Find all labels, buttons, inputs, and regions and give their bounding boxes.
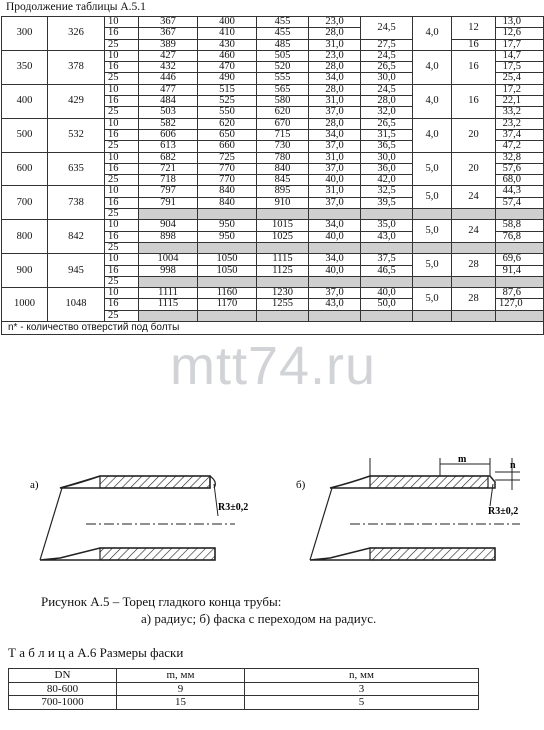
pipe-end-figure: [0, 448, 544, 588]
table-cell: 490: [198, 73, 257, 84]
table-cell: 998: [139, 265, 198, 276]
table-cell: 550: [198, 107, 257, 118]
table-cell: 69,6: [496, 254, 544, 265]
table-cell: 5,0: [413, 254, 452, 277]
table-cell: 904: [139, 220, 198, 231]
table-row: [9, 696, 479, 710]
table-cell: 33,2: [496, 107, 544, 118]
table-cell: 1025: [257, 231, 309, 242]
table-cell: 1125: [257, 265, 309, 276]
table-cell: 429: [48, 84, 105, 118]
table-cell: [139, 276, 198, 287]
table-cell: 1050: [198, 265, 257, 276]
table-cell: 20: [452, 152, 496, 186]
table-cell: 57,4: [496, 197, 544, 208]
table-cell: [452, 242, 496, 253]
table-cell: 40,0: [361, 288, 413, 299]
table-cell: 20: [452, 118, 496, 152]
table-cell: 432: [139, 62, 198, 73]
table-cell: 57,6: [496, 163, 544, 174]
table-cell: 503: [139, 107, 198, 118]
table-cell: 800: [2, 220, 48, 254]
table-cell: 16: [452, 39, 496, 50]
table-cell: 28: [452, 254, 496, 277]
table-cell: [198, 242, 257, 253]
table-cell: 25: [105, 107, 139, 118]
table-cell: 770: [198, 175, 257, 186]
table-cell: 24: [452, 220, 496, 243]
table-cell: 16: [452, 50, 496, 84]
table-cell: 367: [139, 17, 198, 28]
table-cell: 25: [105, 175, 139, 186]
figure-b-label: б): [296, 479, 306, 491]
radius-label-b: R3±0,2: [488, 506, 519, 517]
table-cell: 797: [139, 186, 198, 197]
table-cell: 12: [452, 17, 496, 40]
table-cell: 34,0: [309, 129, 361, 140]
table-cell: 580: [257, 96, 309, 107]
table-cell: 28: [452, 288, 496, 311]
table-cell: 22,1: [496, 96, 544, 107]
pipe-chamfer-drawing: [310, 454, 520, 560]
table-cell: 738: [48, 186, 105, 220]
radius-label-a: R3±0,2: [218, 502, 249, 513]
table-cell: 455: [257, 17, 309, 28]
table-row: [2, 254, 544, 265]
table-cell: 37,0: [309, 288, 361, 299]
table-cell: 35,0: [361, 220, 413, 231]
table-cell: 23,0: [309, 17, 361, 28]
table-cell: 5,0: [413, 220, 452, 243]
table-cell: 484: [139, 96, 198, 107]
table-cell: 39,5: [361, 197, 413, 208]
table-cell: 16: [452, 84, 496, 118]
table-cell: 525: [198, 96, 257, 107]
table-cell: 950: [198, 220, 257, 231]
table-cell: 515: [198, 84, 257, 95]
table-cell: 17,7: [496, 39, 544, 50]
table-cell: 532: [48, 118, 105, 152]
table-cell: 24,5: [361, 17, 413, 40]
table-cell: [452, 310, 496, 321]
table-cell: 1230: [257, 288, 309, 299]
table-cell: 1015: [257, 220, 309, 231]
table-cell: 1111: [139, 288, 198, 299]
table-cell: 715: [257, 129, 309, 140]
table-cell: 15: [117, 696, 245, 710]
table-cell: 30,0: [361, 152, 413, 163]
table-cell: 25: [105, 276, 139, 287]
table-cell: 635: [48, 152, 105, 186]
table-cell: 34,0: [309, 254, 361, 265]
table-cell: 780: [257, 152, 309, 163]
header-cell: m, мм: [117, 669, 245, 683]
table-cell: 16: [105, 28, 139, 39]
table-cell: 32,5: [361, 186, 413, 197]
table-cell: 28,0: [309, 84, 361, 95]
table-cell: 17,2: [496, 84, 544, 95]
table-cell: 25: [105, 310, 139, 321]
note-row: [2, 322, 544, 335]
table-cell: 718: [139, 175, 198, 186]
table-cell: 1255: [257, 299, 309, 310]
table-cell: 37,5: [361, 254, 413, 265]
table-cell: 37,0: [309, 107, 361, 118]
table-cell: 31,0: [309, 152, 361, 163]
table-cell: [139, 242, 198, 253]
table-cell: 80-600: [9, 682, 117, 696]
table-cell: [198, 209, 257, 220]
table-cell: 620: [257, 107, 309, 118]
table-cell: 28,0: [361, 96, 413, 107]
table-cell: 10: [105, 220, 139, 231]
table-cell: 10: [105, 17, 139, 28]
table-cell: 40,0: [309, 231, 361, 242]
table-cell: 4,0: [413, 118, 452, 152]
table-cell: 10: [105, 50, 139, 61]
table-cell: 721: [139, 163, 198, 174]
table-cell: 5: [245, 696, 479, 710]
table-cell: 910: [257, 197, 309, 208]
table-cell: 14,7: [496, 50, 544, 61]
table-cell: 455: [257, 28, 309, 39]
table-cell: [361, 276, 413, 287]
table-cell: [309, 276, 361, 287]
table-cell: 606: [139, 129, 198, 140]
table-cell: [309, 209, 361, 220]
table-cell: 37,0: [309, 141, 361, 152]
table-header-row: [9, 669, 479, 683]
table-cell: 582: [139, 118, 198, 129]
header-cell: n, мм: [245, 669, 479, 683]
table-cell: [198, 276, 257, 287]
table-cell: 32,0: [361, 107, 413, 118]
table-cell: 682: [139, 152, 198, 163]
table-cell: 4,0: [413, 17, 452, 51]
table-cell: 25,4: [496, 73, 544, 84]
table-cell: [496, 242, 544, 253]
table-cell: [452, 276, 496, 287]
table-cell: 700-1000: [9, 696, 117, 710]
table-cell: 1115: [257, 254, 309, 265]
table-cell: 87,6: [496, 288, 544, 299]
table-cell: 650: [198, 129, 257, 140]
chamfer-table: [8, 668, 479, 710]
table-cell: 477: [139, 84, 198, 95]
table-cell: 23,2: [496, 118, 544, 129]
table-cell: 44,3: [496, 186, 544, 197]
table-row: [9, 682, 479, 696]
table-cell: [309, 310, 361, 321]
figure-a-label: а): [30, 479, 39, 491]
table-cell: [309, 242, 361, 253]
pipe-radius-drawing: [40, 476, 248, 560]
table-cell: 24,5: [361, 84, 413, 95]
table-cell: 1050: [198, 254, 257, 265]
table-cell: 389: [139, 39, 198, 50]
table-cell: 34,0: [309, 220, 361, 231]
table-cell: 9: [117, 682, 245, 696]
table-cell: [413, 276, 452, 287]
table-cell: 950: [198, 231, 257, 242]
table-cell: 36,0: [361, 163, 413, 174]
table-cell: 16: [105, 129, 139, 140]
table-cell: 10: [105, 254, 139, 265]
watermark: mtt74.ru: [170, 336, 377, 396]
table-cell: 470: [198, 62, 257, 73]
table-cell: 500: [2, 118, 48, 152]
table-cell: 43,0: [309, 299, 361, 310]
table-cell: 367: [139, 28, 198, 39]
table-row: [2, 152, 544, 163]
table-cell: [413, 310, 452, 321]
table-cell: 600: [2, 152, 48, 186]
table-cell: 16: [105, 96, 139, 107]
table-cell: 620: [198, 118, 257, 129]
table-cell: 27,5: [361, 39, 413, 50]
table-cell: 1048: [48, 288, 105, 322]
table-cell: 26,5: [361, 62, 413, 73]
table-cell: 58,8: [496, 220, 544, 231]
table-cell: 700: [2, 186, 48, 220]
table-cell: 565: [257, 84, 309, 95]
table-cell: 40,0: [309, 175, 361, 186]
table-cell: 23,0: [309, 50, 361, 61]
table-caption: Продолжение таблицы А.5.1: [6, 1, 146, 13]
table-cell: 17,5: [496, 62, 544, 73]
table-cell: 26,5: [361, 118, 413, 129]
table-cell: 31,0: [309, 96, 361, 107]
table-cell: 24: [452, 186, 496, 209]
table-cell: 842: [48, 220, 105, 254]
table-cell: 350: [2, 50, 48, 84]
table-cell: 31,5: [361, 129, 413, 140]
dim-n-label: n: [510, 460, 516, 471]
table-cell: 10: [105, 152, 139, 163]
table-cell: 25: [105, 39, 139, 50]
table-cell: 1115: [139, 299, 198, 310]
table-cell: 613: [139, 141, 198, 152]
table-cell: 16: [105, 265, 139, 276]
table-cell: 400: [2, 84, 48, 118]
table-cell: 13,0: [496, 17, 544, 28]
table-cell: [139, 310, 198, 321]
table-cell: 400: [198, 17, 257, 28]
table-cell: 76,8: [496, 231, 544, 242]
table-cell: 34,0: [309, 73, 361, 84]
table-cell: 68,0: [496, 175, 544, 186]
table-cell: 10: [105, 118, 139, 129]
table-row: [2, 50, 544, 61]
table-cell: 16: [105, 163, 139, 174]
table-cell: [198, 310, 257, 321]
dim-m-label: m: [458, 454, 467, 465]
table6-caption: Т а б л и ц а А.6 Размеры фаски: [8, 645, 184, 660]
table-cell: 791: [139, 197, 198, 208]
table-cell: 3: [245, 682, 479, 696]
table-cell: [452, 209, 496, 220]
table-cell: 840: [257, 163, 309, 174]
table-cell: [496, 209, 544, 220]
table-cell: [257, 209, 309, 220]
table-cell: 300: [2, 17, 48, 51]
table-cell: 16: [105, 299, 139, 310]
table-cell: 1170: [198, 299, 257, 310]
table-cell: [361, 242, 413, 253]
table-cell: [257, 242, 309, 253]
table-cell: [496, 310, 544, 321]
table-cell: 895: [257, 186, 309, 197]
table-row: [2, 118, 544, 129]
table-cell: 460: [198, 50, 257, 61]
table-cell: 12,6: [496, 28, 544, 39]
table-cell: 37,4: [496, 129, 544, 140]
table-cell: 25: [105, 209, 139, 220]
table-cell: 16: [105, 197, 139, 208]
table-row: [2, 186, 544, 197]
table-cell: 31,0: [309, 39, 361, 50]
table-cell: 845: [257, 175, 309, 186]
table-cell: 4,0: [413, 84, 452, 118]
table-cell: 505: [257, 50, 309, 61]
table-cell: 10: [105, 288, 139, 299]
table-cell: 1004: [139, 254, 198, 265]
table-cell: 31,0: [309, 186, 361, 197]
table-cell: 37,0: [309, 163, 361, 174]
table-cell: 410: [198, 28, 257, 39]
table-cell: 32,8: [496, 152, 544, 163]
figure-caption: [41, 593, 376, 627]
table-cell: 25: [105, 141, 139, 152]
table-cell: 28,0: [309, 118, 361, 129]
table-cell: 898: [139, 231, 198, 242]
table-cell: 670: [257, 118, 309, 129]
table-cell: [361, 310, 413, 321]
table-cell: [361, 209, 413, 220]
table-cell: 485: [257, 39, 309, 50]
table-row: [2, 220, 544, 231]
table-cell: 945: [48, 254, 105, 288]
table-cell: 520: [257, 62, 309, 73]
table-cell: 16: [105, 231, 139, 242]
table-cell: 28,0: [309, 28, 361, 39]
table-cell: 5,0: [413, 186, 452, 209]
table-cell: 840: [198, 197, 257, 208]
table-cell: 46,5: [361, 265, 413, 276]
table-cell: 725: [198, 152, 257, 163]
table-cell: 1000: [2, 288, 48, 322]
flange-table: [1, 16, 544, 335]
table-cell: [496, 276, 544, 287]
table-cell: 16: [105, 62, 139, 73]
table-cell: 10: [105, 84, 139, 95]
table-cell: 378: [48, 50, 105, 84]
table-cell: 900: [2, 254, 48, 288]
figure-caption-line1: Рисунок А.5 – Торец гладкого конца трубы:: [41, 594, 282, 609]
table-cell: 28,0: [309, 62, 361, 73]
table-cell: 50,0: [361, 299, 413, 310]
table-row: [2, 84, 544, 95]
figure-caption-line2: а) радиус; б) фаска с переходом на радиус.: [141, 611, 377, 626]
table-cell: 30,0: [361, 73, 413, 84]
table-row: [2, 17, 544, 28]
table-cell: 446: [139, 73, 198, 84]
table-cell: 10: [105, 186, 139, 197]
table-cell: [257, 276, 309, 287]
table-cell: 5,0: [413, 288, 452, 311]
table-cell: [413, 242, 452, 253]
table-cell: 4,0: [413, 50, 452, 84]
table-cell: 91,4: [496, 265, 544, 276]
table-cell: 5,0: [413, 152, 452, 186]
table-cell: 40,0: [309, 265, 361, 276]
table-cell: 24,5: [361, 50, 413, 61]
table-cell: 127,0: [496, 299, 544, 310]
table-cell: 430: [198, 39, 257, 50]
table-cell: 25: [105, 242, 139, 253]
table-cell: 660: [198, 141, 257, 152]
table-cell: 42,0: [361, 175, 413, 186]
table-cell: 555: [257, 73, 309, 84]
table-cell: 36,5: [361, 141, 413, 152]
table-cell: 43,0: [361, 231, 413, 242]
table-cell: 427: [139, 50, 198, 61]
table-cell: 326: [48, 17, 105, 51]
table-cell: 730: [257, 141, 309, 152]
table-cell: 25: [105, 73, 139, 84]
table-note: n* - количество отверстий под болты: [2, 322, 544, 335]
table-cell: [139, 209, 198, 220]
table-cell: 1160: [198, 288, 257, 299]
table-cell: 37,0: [309, 197, 361, 208]
table-cell: 840: [198, 186, 257, 197]
table-cell: [413, 209, 452, 220]
table-row: [2, 288, 544, 299]
table-cell: 770: [198, 163, 257, 174]
header-cell: DN: [9, 669, 117, 683]
table-cell: 47,2: [496, 141, 544, 152]
table-cell: [257, 310, 309, 321]
